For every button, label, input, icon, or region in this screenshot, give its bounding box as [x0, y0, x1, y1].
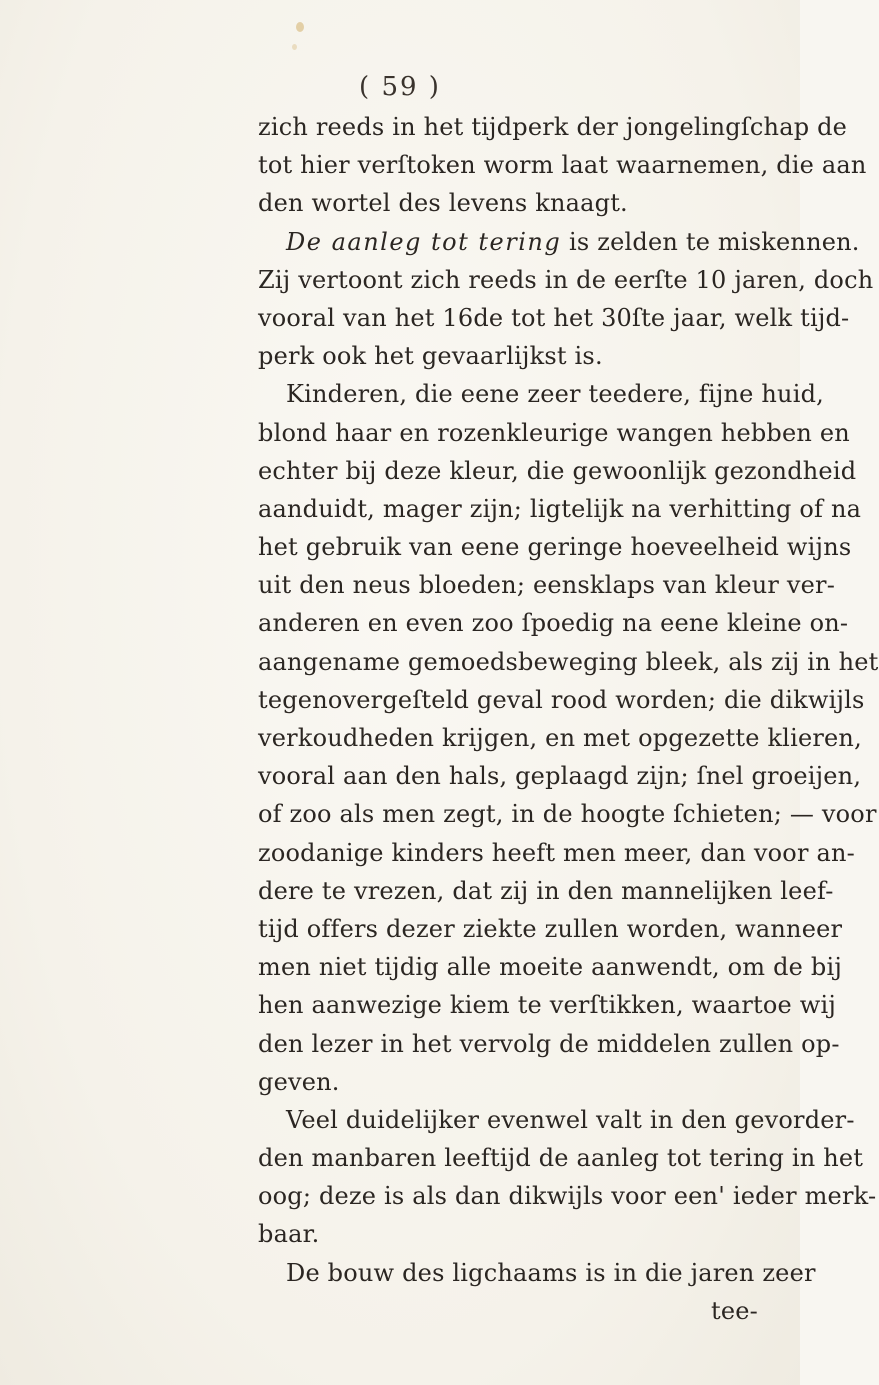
paper-stain [292, 44, 297, 50]
paper-stain [296, 22, 304, 32]
text-line: aangename gemoedsbeweging bleek, als zij in het [258, 647, 879, 676]
text-line: geven. [258, 1067, 340, 1096]
text-line: den manbaren leeftijd de aanleg tot tering in het [258, 1144, 864, 1173]
paragraph-opening-line [258, 223, 860, 261]
text-line: Veel duidelijker evenwel valt in den gevorder- [286, 1105, 855, 1134]
page-number: ( 59 ) [359, 72, 441, 102]
text-line: dere te vrezen, dat zij in den mannelijken leef- [258, 876, 834, 905]
text-line: oog; deze is als dan dikwijls voor een' ieder merk- [258, 1182, 877, 1211]
text-line: vooral aan den hals, geplaagd zijn; ſnel groeijen, [258, 762, 862, 791]
text-line: uit den neus bloeden; eensklaps van kleur ver- [258, 571, 836, 600]
text-line: het gebruik van eene geringe hoeveelheid wijns [258, 533, 852, 562]
text-line: De bouw des ligchaams is in die jaren zeer [286, 1258, 816, 1287]
text-line: aanduidt, mager zijn; ligtelijk na verhitting of na [258, 494, 862, 523]
text-line: den lezer in het vervolg de middelen zullen op- [258, 1029, 840, 1058]
text-line: anderen en even zoo ſpoedig na eene kleine on- [258, 609, 849, 638]
text-line: hen aanwezige kiem te verſtikken, waartoe wij [258, 991, 837, 1020]
text-line-rest: is zelden te miskennen. [569, 227, 860, 256]
text-line: of zoo als men zegt, in de hoogte ſchieten; — voor [258, 800, 877, 829]
text-line: blond haar en rozenkleurige wangen hebben en [258, 418, 850, 447]
text-line: tegenovergeſteld geval rood worden; die dikwijls [258, 685, 865, 714]
text-line: tijd offers dezer ziekte zullen worden, wanneer [258, 914, 843, 943]
text-line: tot hier verſtoken worm laat waarnemen, die aan [258, 151, 867, 180]
text-line: baar. [258, 1220, 320, 1249]
text-line: men niet tijdig alle moeite aanwendt, om de bij [258, 953, 842, 982]
body-text [258, 108, 879, 1330]
text-line: den wortel des levens knaagt. [258, 189, 628, 218]
text-line: perk ook het gevaarlijkst is. [258, 342, 603, 371]
text-line: zich reeds in het tijdperk der jongelingſchap de [258, 113, 848, 141]
text-line: Kinderen, die eene zeer teedere, fijne huid, [286, 380, 824, 409]
text-line: Zij vertoont zich reeds in de eerſte 10 jaren, doch [258, 265, 874, 294]
text-line: vooral van het 16de tot het 30ſte jaar, welk tijd- [258, 303, 850, 332]
text-line: zoodanige kinders heeft men meer, dan voor an- [258, 838, 855, 867]
text-line: verkoudheden krijgen, en met opgezette klieren, [258, 724, 862, 752]
italic-heading-phrase: De aanleg tot tering [286, 227, 562, 256]
catchword: tee- [711, 1296, 758, 1325]
text-line: echter bij deze kleur, die gewoonlijk gezondheid [258, 456, 857, 485]
